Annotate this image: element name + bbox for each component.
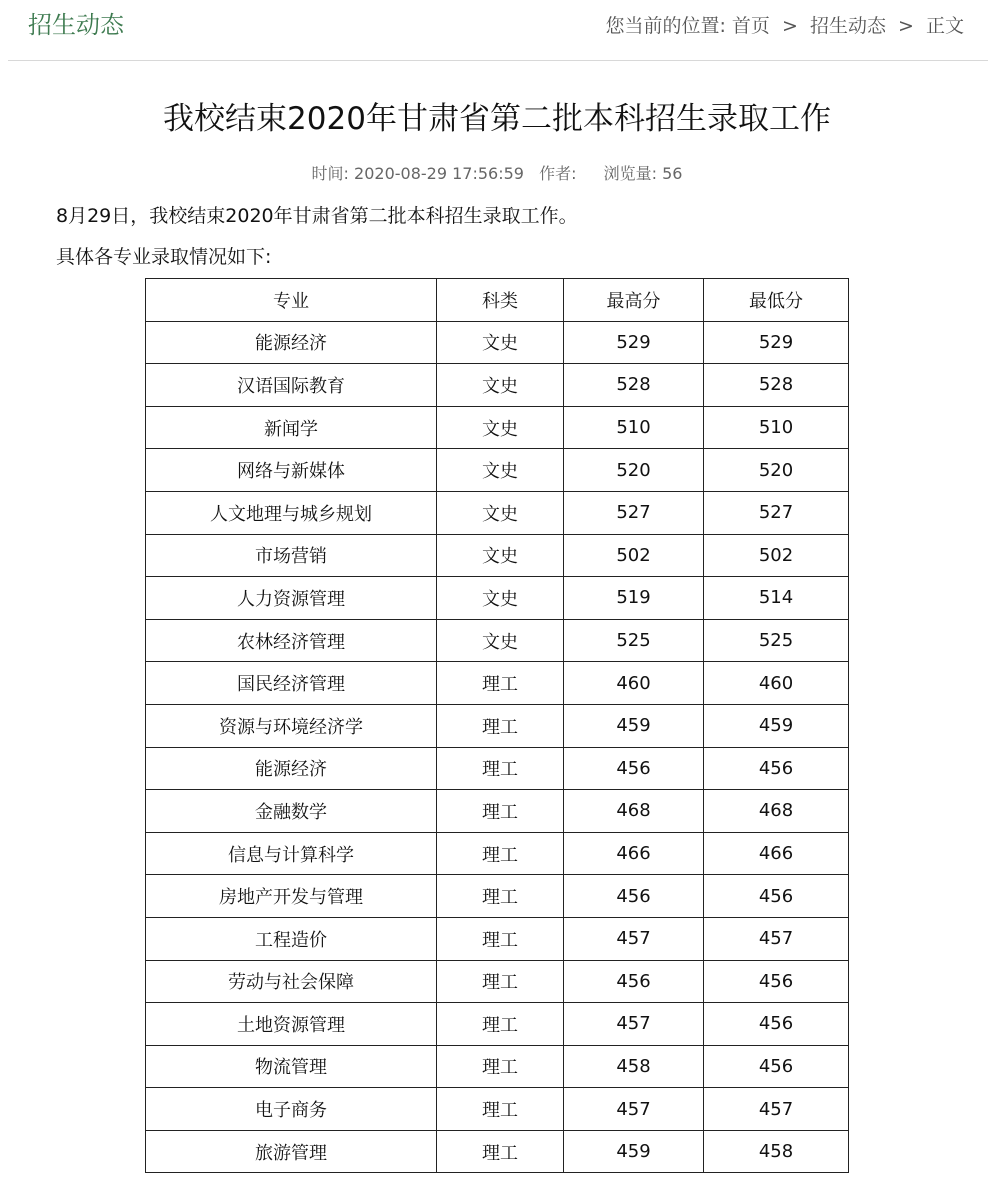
cell-category: 理工 xyxy=(437,1045,564,1088)
cell-min-score: 510 xyxy=(704,406,849,449)
cell-max-score: 456 xyxy=(564,875,704,918)
cell-major: 工程造价 xyxy=(146,917,437,960)
meta-views-label: 浏览量: xyxy=(603,164,657,183)
cell-max-score: 457 xyxy=(564,917,704,960)
cell-category: 理工 xyxy=(437,960,564,1003)
table-row xyxy=(146,1130,849,1173)
cell-max-score: 466 xyxy=(564,832,704,875)
breadcrumb-category-link[interactable]: 招生动态 xyxy=(809,15,886,37)
table-row xyxy=(146,790,849,833)
cell-category: 文史 xyxy=(437,449,564,492)
cell-major: 旅游管理 xyxy=(146,1130,437,1173)
cell-min-score: 502 xyxy=(704,534,849,577)
admission-scores-table xyxy=(145,278,849,1173)
cell-min-score: 456 xyxy=(704,747,849,790)
table-row xyxy=(146,662,849,705)
cell-major: 房地产开发与管理 xyxy=(146,875,437,918)
table-header-row xyxy=(146,279,849,322)
cell-category: 理工 xyxy=(437,790,564,833)
cell-major: 市场营销 xyxy=(146,534,437,577)
cell-major: 土地资源管理 xyxy=(146,1003,437,1046)
cell-category: 理工 xyxy=(437,832,564,875)
cell-category: 文史 xyxy=(437,534,564,577)
cell-category: 理工 xyxy=(437,875,564,918)
table-row xyxy=(146,1088,849,1131)
cell-major: 劳动与社会保障 xyxy=(146,960,437,1003)
cell-major: 国民经济管理 xyxy=(146,662,437,705)
cell-max-score: 459 xyxy=(564,1130,704,1173)
cell-min-score: 529 xyxy=(704,321,849,364)
cell-min-score: 520 xyxy=(704,449,849,492)
cell-major: 资源与环境经济学 xyxy=(146,704,437,747)
table-row xyxy=(146,1045,849,1088)
cell-max-score: 456 xyxy=(564,747,704,790)
cell-max-score: 510 xyxy=(564,406,704,449)
header-category: 科类 xyxy=(437,279,564,322)
cell-category: 文史 xyxy=(437,491,564,534)
cell-category: 文史 xyxy=(437,364,564,407)
cell-category: 理工 xyxy=(437,1088,564,1131)
cell-category: 理工 xyxy=(437,1003,564,1046)
cell-min-score: 460 xyxy=(704,662,849,705)
cell-major: 物流管理 xyxy=(146,1045,437,1088)
cell-category: 文史 xyxy=(437,406,564,449)
cell-category: 理工 xyxy=(437,917,564,960)
cell-major: 网络与新媒体 xyxy=(146,449,437,492)
meta-views-value: 56 xyxy=(662,164,683,183)
section-title[interactable]: 招生动态 xyxy=(28,11,124,39)
table-row xyxy=(146,960,849,1003)
cell-min-score: 514 xyxy=(704,577,849,620)
header-major: 专业 xyxy=(146,279,437,322)
cell-min-score: 527 xyxy=(704,491,849,534)
table-row xyxy=(146,577,849,620)
cell-category: 理工 xyxy=(437,747,564,790)
cell-min-score: 456 xyxy=(704,1045,849,1088)
cell-max-score: 525 xyxy=(564,619,704,662)
cell-min-score: 456 xyxy=(704,875,849,918)
cell-major: 能源经济 xyxy=(146,747,437,790)
cell-major: 农林经济管理 xyxy=(146,619,437,662)
breadcrumb xyxy=(605,12,964,40)
cell-max-score: 456 xyxy=(564,960,704,1003)
cell-category: 文史 xyxy=(437,577,564,620)
cell-major: 电子商务 xyxy=(146,1088,437,1131)
table-row xyxy=(146,704,849,747)
breadcrumb-current: 正文 xyxy=(925,15,964,37)
breadcrumb-home-link[interactable]: 首页 xyxy=(731,15,770,37)
cell-max-score: 527 xyxy=(564,491,704,534)
cell-min-score: 458 xyxy=(704,1130,849,1173)
cell-min-score: 468 xyxy=(704,790,849,833)
cell-min-score: 525 xyxy=(704,619,849,662)
breadcrumb-separator: > xyxy=(898,15,914,37)
meta-time-label: 时间: xyxy=(311,164,349,183)
cell-max-score: 520 xyxy=(564,449,704,492)
table-row xyxy=(146,917,849,960)
cell-max-score: 458 xyxy=(564,1045,704,1088)
header-divider xyxy=(8,60,988,61)
article-meta xyxy=(0,162,994,186)
table-row xyxy=(146,1003,849,1046)
table-row xyxy=(146,406,849,449)
cell-max-score: 468 xyxy=(564,790,704,833)
article-title: 我校结束2020年甘肃省第二批本科招生录取工作 xyxy=(163,101,831,137)
header-max-score: 最高分 xyxy=(564,279,704,322)
table-row xyxy=(146,491,849,534)
cell-max-score: 519 xyxy=(564,577,704,620)
cell-major: 人力资源管理 xyxy=(146,577,437,620)
table-row xyxy=(146,747,849,790)
header-min-score: 最低分 xyxy=(704,279,849,322)
cell-category: 文史 xyxy=(437,619,564,662)
cell-category: 理工 xyxy=(437,704,564,747)
cell-min-score: 459 xyxy=(704,704,849,747)
cell-min-score: 466 xyxy=(704,832,849,875)
cell-major: 能源经济 xyxy=(146,321,437,364)
table-row xyxy=(146,364,849,407)
cell-max-score: 528 xyxy=(564,364,704,407)
breadcrumb-prefix: 您当前的位置: xyxy=(605,15,726,37)
table-row xyxy=(146,321,849,364)
cell-max-score: 502 xyxy=(564,534,704,577)
cell-min-score: 456 xyxy=(704,960,849,1003)
cell-min-score: 457 xyxy=(704,1088,849,1131)
cell-max-score: 457 xyxy=(564,1003,704,1046)
cell-category: 文史 xyxy=(437,321,564,364)
cell-major: 信息与计算科学 xyxy=(146,832,437,875)
cell-category: 理工 xyxy=(437,662,564,705)
breadcrumb-separator: > xyxy=(781,15,798,37)
page-header xyxy=(0,0,1000,58)
cell-min-score: 457 xyxy=(704,917,849,960)
meta-time-value: 2020-08-29 17:56:59 xyxy=(354,164,524,183)
table-row xyxy=(146,534,849,577)
cell-max-score: 459 xyxy=(564,704,704,747)
table-body xyxy=(146,321,849,1173)
meta-author-label: 作者: xyxy=(539,164,577,183)
cell-max-score: 460 xyxy=(564,662,704,705)
article-paragraph: 具体各专业录取情况如下: xyxy=(56,246,272,268)
cell-major: 新闻学 xyxy=(146,406,437,449)
cell-max-score: 457 xyxy=(564,1088,704,1131)
table-row xyxy=(146,832,849,875)
table-row xyxy=(146,449,849,492)
table-row xyxy=(146,619,849,662)
cell-major: 金融数学 xyxy=(146,790,437,833)
cell-min-score: 456 xyxy=(704,1003,849,1046)
cell-major: 汉语国际教育 xyxy=(146,364,437,407)
cell-max-score: 529 xyxy=(564,321,704,364)
cell-major: 人文地理与城乡规划 xyxy=(146,491,437,534)
cell-min-score: 528 xyxy=(704,364,849,407)
article-paragraph: 8月29日，我校结束2020年甘肃省第二批本科招生录取工作。 xyxy=(56,205,578,227)
table-row xyxy=(146,875,849,918)
cell-category: 理工 xyxy=(437,1130,564,1173)
